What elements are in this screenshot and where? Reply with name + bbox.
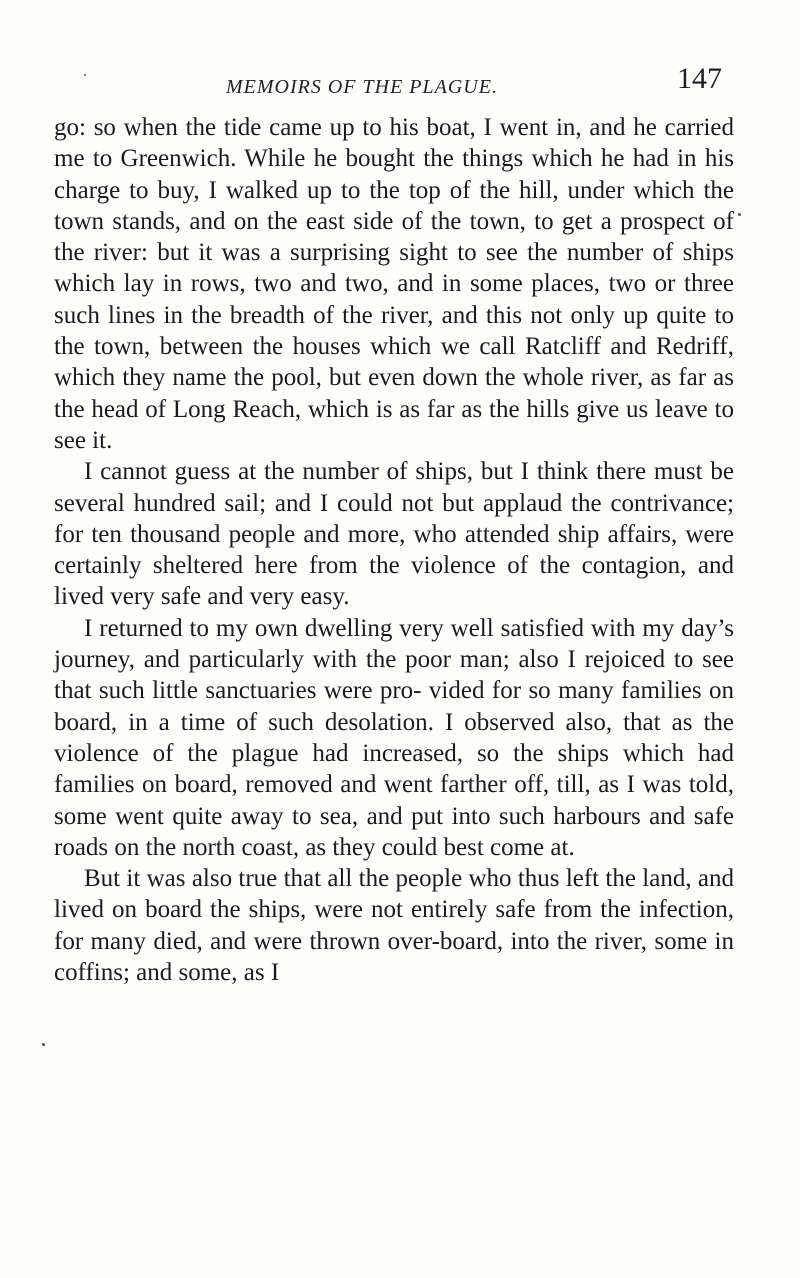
paragraph-4: But it was also true that all the people who thus left the land, and lived on board the ships, were not entirely safe from the infection, for many died, and were thrown over-board, into the river, some in coffins; and some, as I [54,865,734,987]
paragraph-1: go: so when the tide came up to his boat, I went in, and he carried me to Greenwich. While he bought the things which he had in his charge to buy, I walked up to the top of the hill, under which the town stands, and on the east side of the town, to get a prospect of the river: but it was a surprising sight to see the number of ships which lay in rows, two and two, and in some places, two or three such lines in the breadth of the river, and this not only up quite to the town, between the houses which we call Ratcliff and Redriff, which they name the pool, but even down the whole river, as far as the head of Long Reach, which is as far as the hills give us leave to see it. [54,114,734,454]
running-title: MEMOIRS OF THE PLAGUE. [226,76,498,98]
ink-speck [84,74,86,76]
paragraph-3: I returned to my own dwelling very well satisfied with my day’s journey, and particularly with the poor man; also I rejoiced to see that such little sanctuaries were pro- vided for so many families on board, in a time of such desolation. I observed also, that as the violence of the plague had increased, so the ships which had families on board, removed and went farther off, till, as I was told, some went quite away to sea, and put into such harbours and safe roads on the north coast, as they could best come at. [54,614,734,861]
paragraph-2: I cannot guess at the number of ships, but I think there must be several hundred sail; and I could not but applaud the contrivance; for ten thousand people and more, who attended ship affairs, were certainly sheltered here from the violence of the contagion, and lived very safe and very easy. [54,458,734,611]
ink-speck [42,1043,45,1046]
ink-speck [738,213,741,216]
body-text [54,112,734,988]
page-number: 147 [677,62,722,95]
running-head [56,62,756,102]
